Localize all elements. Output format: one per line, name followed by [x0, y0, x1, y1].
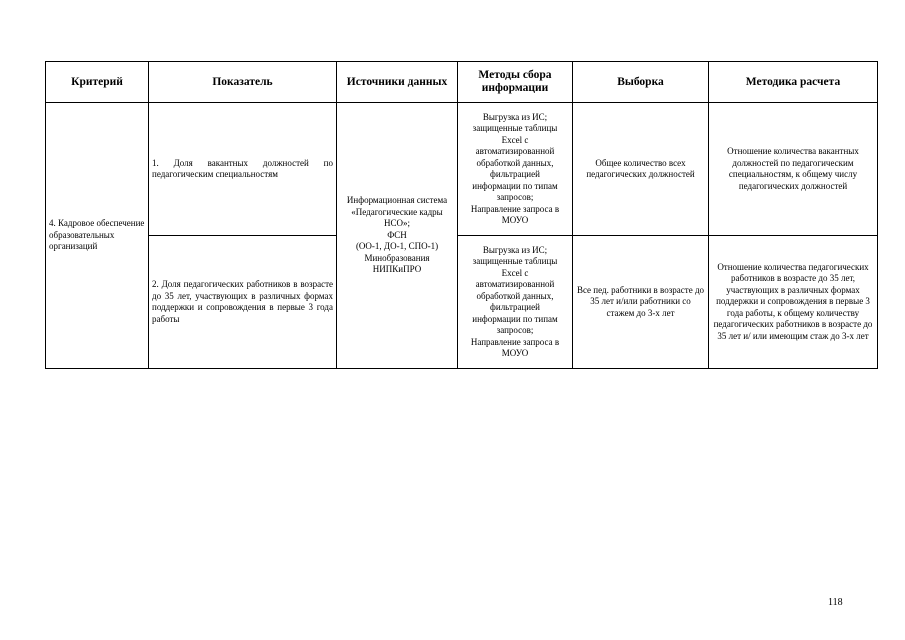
header-methods: Методы сбора информации — [458, 62, 573, 103]
methods-cell — [458, 236, 573, 369]
methods-line: защищенные таблицы — [472, 123, 558, 133]
methods-line: Выгрузка из ИС; — [482, 111, 548, 122]
sources-line: НИПКиПРО — [372, 264, 422, 275]
methods-cell — [458, 103, 573, 236]
table-row — [46, 236, 878, 369]
page-number: 118 — [828, 597, 843, 608]
methods-line: Excel с — [501, 267, 529, 278]
methods-line: защищенные таблицы — [472, 256, 558, 266]
header-calculation: Методика расчета — [709, 62, 878, 103]
header-sample: Выборка — [573, 62, 709, 103]
calculation-cell: Отношение количества вакантных должностей по педагогическим специальностям, к общему числу педагогических должностей — [709, 103, 878, 236]
header-indicator: Показатель — [149, 62, 337, 103]
methods-line: обработкой данных, — [476, 157, 554, 168]
header-criterion: Критерий — [46, 62, 149, 103]
methods-line: МОУО — [501, 215, 529, 225]
header-sources: Источники данных — [337, 62, 458, 103]
methods-line: автоматизированной — [475, 146, 555, 156]
sources-line: Минобразования — [364, 252, 430, 263]
sources-line: (ОО-1, ДО-1, СПО-1) — [355, 241, 439, 252]
calculation-cell: Отношение количества педагогических работников в возрасте до 35 лет, участвующих в различных формах поддержки и сопровождения в первые 3 года работы, к общему количеству педагогических работников в возрасте до 35 лет и/ или имеющим стаж до 3-х лет — [709, 236, 878, 369]
indicator-cell: 2. Доля педагогических работников в возрасте до 35 лет, участвующих в различных формах поддержки и сопровождения в первые 3 года работы — [149, 236, 337, 369]
indicator-cell: 1. Доля вакантных должностей по педагогическим специальностям — [149, 103, 337, 236]
methods-line: запросов; — [496, 325, 534, 335]
methods-line: Excel с — [501, 134, 529, 145]
sources-cell — [337, 103, 458, 369]
sample-cell: Все пед. работники в возрасте до 35 лет и/или работники со стажем до 3-х лет — [573, 236, 709, 369]
criterion-cell: 4. Кадровое обеспечение образовательных организаций — [46, 103, 149, 369]
methods-line: МОУО — [501, 348, 529, 358]
table-row — [46, 103, 878, 236]
methods-line: Выгрузка из ИС; — [482, 244, 548, 255]
sources-line: Информационная система — [346, 195, 448, 206]
methods-line: автоматизированной — [475, 279, 555, 289]
sources-line: «Педагогические кадры НСО»; — [351, 206, 443, 229]
methods-line: информации по типам — [472, 180, 558, 191]
methods-line: запросов; — [496, 192, 534, 202]
methods-line: Направление запроса в — [470, 203, 560, 214]
sample-cell: Общее количество всех педагогических должностей — [573, 103, 709, 236]
header-row — [46, 62, 878, 103]
methods-line: обработкой данных, — [476, 290, 554, 301]
methods-line: Направление запроса в — [470, 336, 560, 347]
criteria-table — [45, 61, 878, 369]
methods-line: фильтрацией — [490, 169, 540, 179]
methods-line: фильтрацией — [490, 302, 540, 312]
methods-line: информации по типам — [472, 313, 558, 324]
sources-line: ФСН — [387, 229, 407, 240]
